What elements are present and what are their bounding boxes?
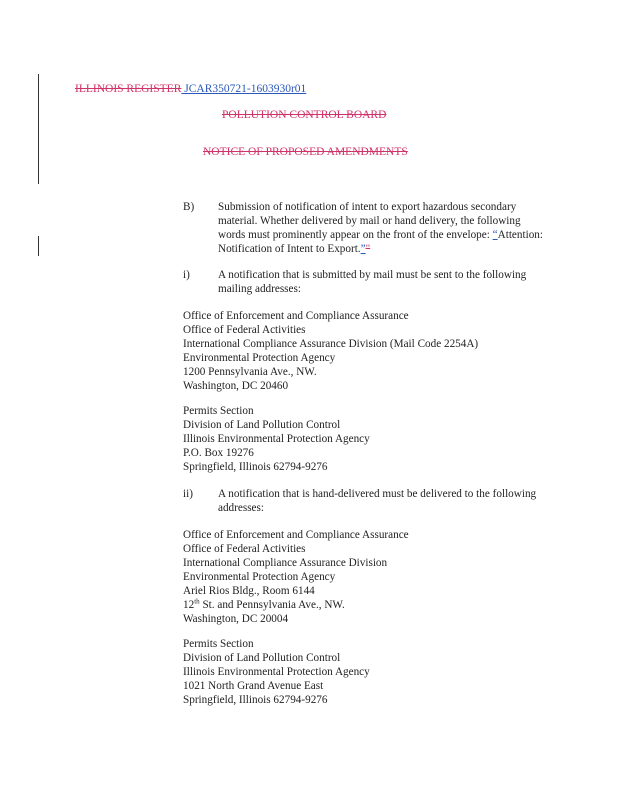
illinois-register-header: [75, 83, 306, 95]
register-inserted-text: JCAR350721-1603930r01: [181, 83, 307, 95]
notice-title: NOTICE OF PROPOSED AMENDMENTS: [203, 146, 408, 158]
open-quote: “: [492, 229, 498, 241]
item-ii-label: ii): [183, 488, 193, 500]
quoted-text: Attention: Notification of Intent to Export.: [218, 229, 543, 255]
delivery-address-illinois: Permits Section Division of Land Pollution Control Illinois Environmental Protection Agency 1021 North Grand Avenue East Springfield, Illinois 62794-9276: [183, 638, 370, 706]
register-deleted-text: ILLINOIS REGISTER: [75, 83, 182, 95]
change-bar-top: [38, 74, 39, 184]
mailing-address-epa: Office of Enforcement and Compliance Assurance Office of Federal Activities International Compliance Assurance Division (Mail Code 2254A) Environmental Protection Agency 1200 Pennsylvania Ave., NW. Washington, DC 20460: [183, 310, 479, 392]
item-i-text: A notification that is submitted by mail must be sent to the following mailing addresses:: [218, 269, 527, 295]
section-b-text: Submission of notification of intent to export hazardous secondary material. Whether delivered by mail or hand delivery, the following words must prominently appear on the front of the envelope: “Attention: Notification of Intent to Export.”": [218, 201, 543, 255]
item-i-label: i): [183, 269, 190, 281]
delivery-address-epa: Office of Enforcement and Compliance Assurance Office of Federal Activities International Compliance Assurance Division Environmental Protection Agency Ariel Rios Bldg., Room 6144 12th St. and Pennsylvania Ave., NW. Washington, DC 20004: [183, 529, 409, 625]
agency-title: POLLUTION CONTROL BOARD: [222, 109, 387, 121]
change-bar-mid: [38, 236, 39, 256]
item-ii-text: A notification that is hand-delivered must be delivered to the following addresses:: [218, 488, 537, 514]
mailing-address-illinois: Permits Section Division of Land Pollution Control Illinois Environmental Protection Agency P.O. Box 19276 Springfield, Illinois 62794-9276: [183, 405, 370, 473]
deleted-quote-mark: ": [365, 243, 371, 255]
close-quote: ”: [360, 243, 366, 255]
section-b-label: B): [183, 201, 195, 213]
